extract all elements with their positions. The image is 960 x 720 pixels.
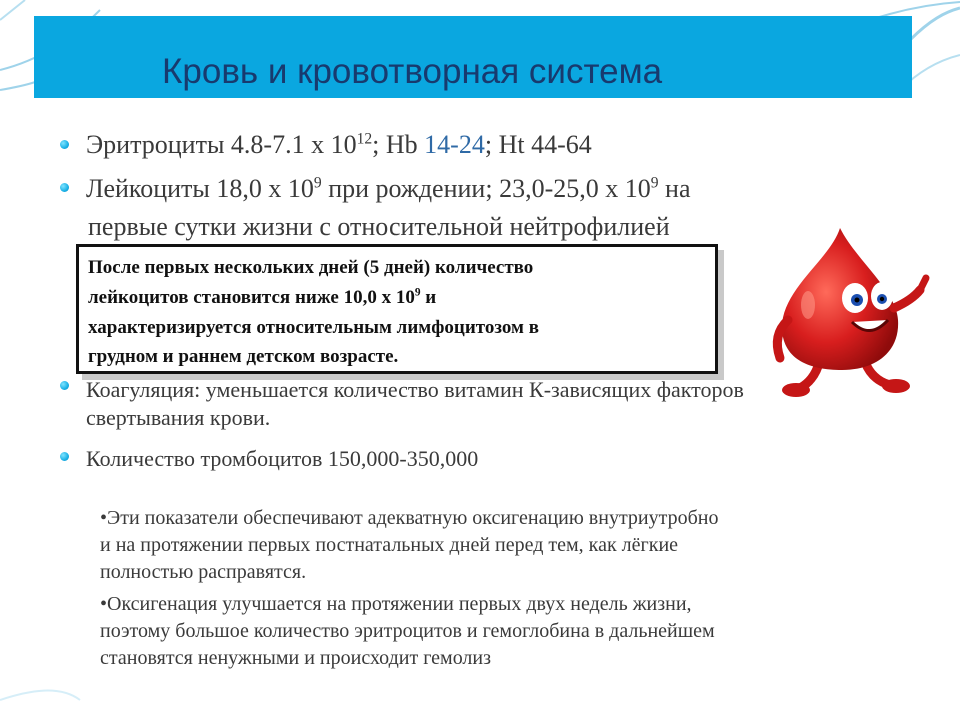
callout-line-2: [88, 287, 436, 309]
leukocytes-exp2: 9: [650, 174, 659, 192]
platelets-line: Количество тромбоцитов 150,000-350,000: [86, 446, 479, 471]
erythrocytes-exponent: 12: [356, 130, 373, 148]
leukocytes-part3: на: [658, 174, 691, 203]
neonatal-leukocyte-callout: [76, 244, 718, 374]
leukocytes-line-2: первые сутки жизни с относительной нейтрофилией: [88, 212, 670, 241]
coagulation-line-2: свертывания крови.: [86, 405, 271, 430]
callout-exponent: 9: [414, 286, 421, 299]
ht-text: ; Ht 44-64: [484, 130, 592, 159]
bullet-dot-icon: [60, 381, 69, 390]
note-2-line-3: становятся ненужными и происходит гемолиз: [100, 647, 492, 669]
note-2-line-1: •Оксигенация улучшается на протяжении первых двух недель жизни,: [100, 593, 692, 615]
note-1-line-2: и на протяжении первых постнатальных дней перед тем, как лёгкие: [100, 534, 679, 556]
leukocytes-part2: при рождении; 23,0-25,0 х 10: [321, 174, 651, 203]
erythrocytes-lead: Эритроциты 4.8-7.1 х 10: [86, 130, 357, 159]
hb-label: ; Hb: [372, 130, 425, 159]
callout-line-1: После первых нескольких дней (5 дней) количество: [88, 257, 534, 278]
bullet-dot-icon: [60, 452, 69, 461]
note-1-line-3: полностью расправятся.: [100, 561, 307, 583]
bullet-dot-icon: [60, 183, 69, 192]
erythrocytes-line: [86, 130, 592, 160]
hb-value: 14-24: [424, 130, 485, 159]
blood-drop-mascot-icon: [760, 220, 950, 400]
coagulation-line-1: Коагуляция: уменьшается количество витамин К-зависящих факторов: [86, 377, 744, 402]
leukocytes-line-1: [86, 174, 691, 204]
callout-line-3: характеризируется относительным лимфоцитозом в: [88, 317, 539, 338]
leukocytes-part1: Лейкоциты 18,0 х 10: [86, 174, 314, 203]
callout-line-2-tail: и: [420, 287, 437, 308]
bullet-dot-icon: [60, 140, 69, 149]
leukocytes-exp1: 9: [313, 174, 322, 192]
callout-line-2-text: лейкоцитов становится ниже 10,0 х 10: [88, 287, 415, 308]
note-2-line-2: поэтому большое количество эритроцитов и гемоглобина в дальнейшем: [100, 620, 715, 642]
callout-line-4: грудном и раннем детском возрасте.: [88, 346, 399, 367]
note-1-line-1: •Эти показатели обеспечивают адекватную оксигенацию внутриутробно: [100, 507, 719, 529]
slide-title: Кровь и кровотворная система: [162, 52, 663, 91]
